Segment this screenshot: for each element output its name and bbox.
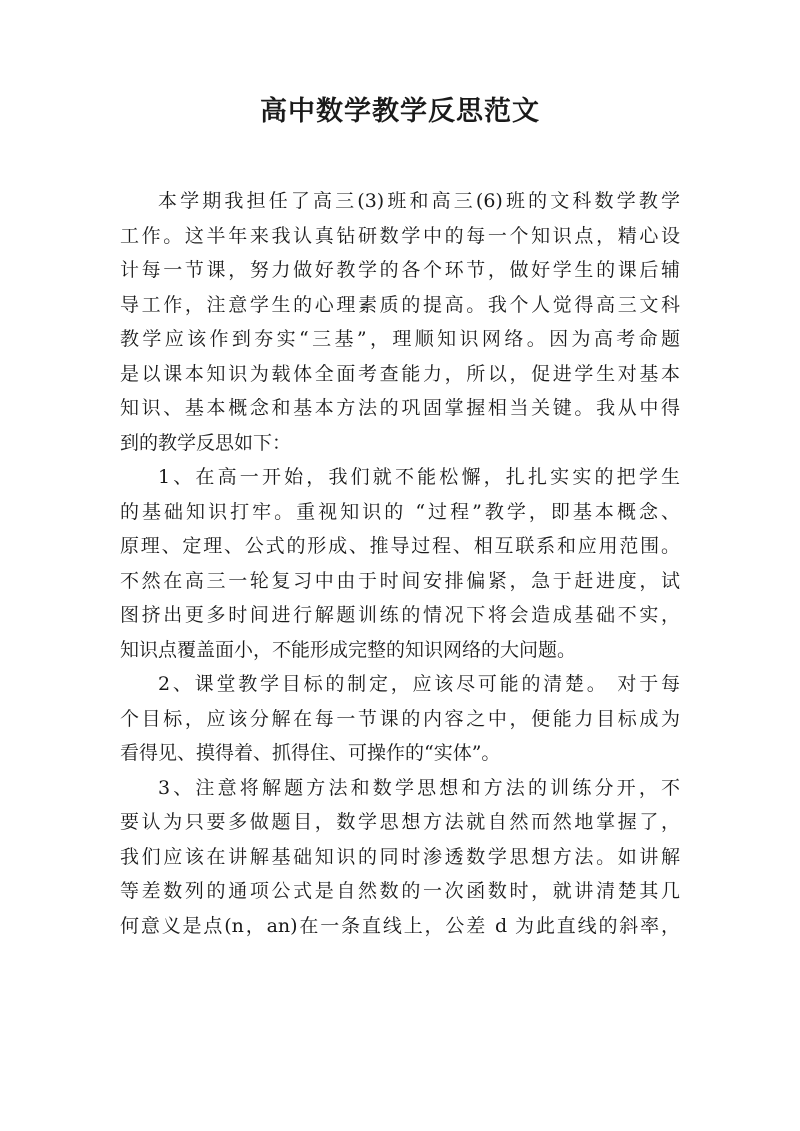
document-title: 高中数学教学反思范文 <box>260 96 540 127</box>
document-body <box>120 184 680 943</box>
paragraph-1-line-1: 本学期我担任了高三(3)班和高三(6)班的文科数学教学 <box>158 190 680 212</box>
paragraph-1-line-2: 工作。这半年来我认真钻研数学中的每一个知识点，精心设 <box>120 224 680 247</box>
paragraph-1-line-8: 到的教学反思如下： <box>120 431 292 454</box>
paragraph-1-line-6: 是以课本知识为载体全面考查能力，所以，促进学生对基本 <box>120 362 680 385</box>
paragraph-4-line-5: 何意义是点(n，an)在一条直线上，公差 d 为此直线的斜率， <box>120 914 680 937</box>
paragraph-4-line-4: 等差数列的通项公式是自然数的一次函数时，就讲清楚其几 <box>120 880 680 902</box>
paragraph-4-line-2: 要认为只要多做题目，数学思想方法就自然而然地掌握了， <box>120 811 680 833</box>
paragraph-4-line-1: 3、注意将解题方法和数学思想和方法的训练分开，不 <box>158 776 680 799</box>
paragraph-2-line-5: 图挤出更多时间进行解题训练的情况下将会造成基础不实， <box>120 604 680 626</box>
paragraph-2-line-4: 不然在高三一轮复习中由于时间安排偏紧，急于赶进度，试 <box>120 569 680 592</box>
paragraph-2-line-6: 知识点覆盖面小，不能形成完整的知识网络的大问题。 <box>120 638 577 661</box>
paragraph-3-line-3: 看得见、摸得着、抓得住、可操作的“实体”。 <box>120 742 501 764</box>
paragraph-4-line-3: 我们应该在讲解基础知识的同时渗透数学思想方法。如讲解 <box>120 845 680 868</box>
paragraph-1-line-5: 教学应该作到夯实“三基”，理顺知识网络。因为高考命题 <box>120 328 680 350</box>
paragraph-1-line-7: 知识、基本概念和基本方法的巩固掌握相当关键。我从中得 <box>120 397 680 419</box>
paragraph-1-line-4: 导工作，注意学生的心理素质的提高。我个人觉得高三文科 <box>120 293 680 316</box>
paragraph-2-line-3: 原理、定理、公式的形成、推导过程、相互联系和应用范围。 <box>120 535 680 557</box>
paragraph-2-line-1: 1、在高一开始，我们就不能松懈，扎扎实实的把学生 <box>158 466 680 488</box>
paragraph-3-line-2: 个目标，应该分解在每一节课的内容之中，便能力目标成为 <box>120 707 680 730</box>
paragraph-2-line-2: 的基础知识打牢。重视知识的 “过程”教学，即基本概念、 <box>120 500 680 523</box>
paragraph-3-line-1: 2、课堂教学目标的制定，应该尽可能的清楚。 对于每 <box>158 673 680 695</box>
paragraph-1-line-3: 计每一节课，努力做好教学的各个环节，做好学生的课后辅 <box>120 259 680 281</box>
